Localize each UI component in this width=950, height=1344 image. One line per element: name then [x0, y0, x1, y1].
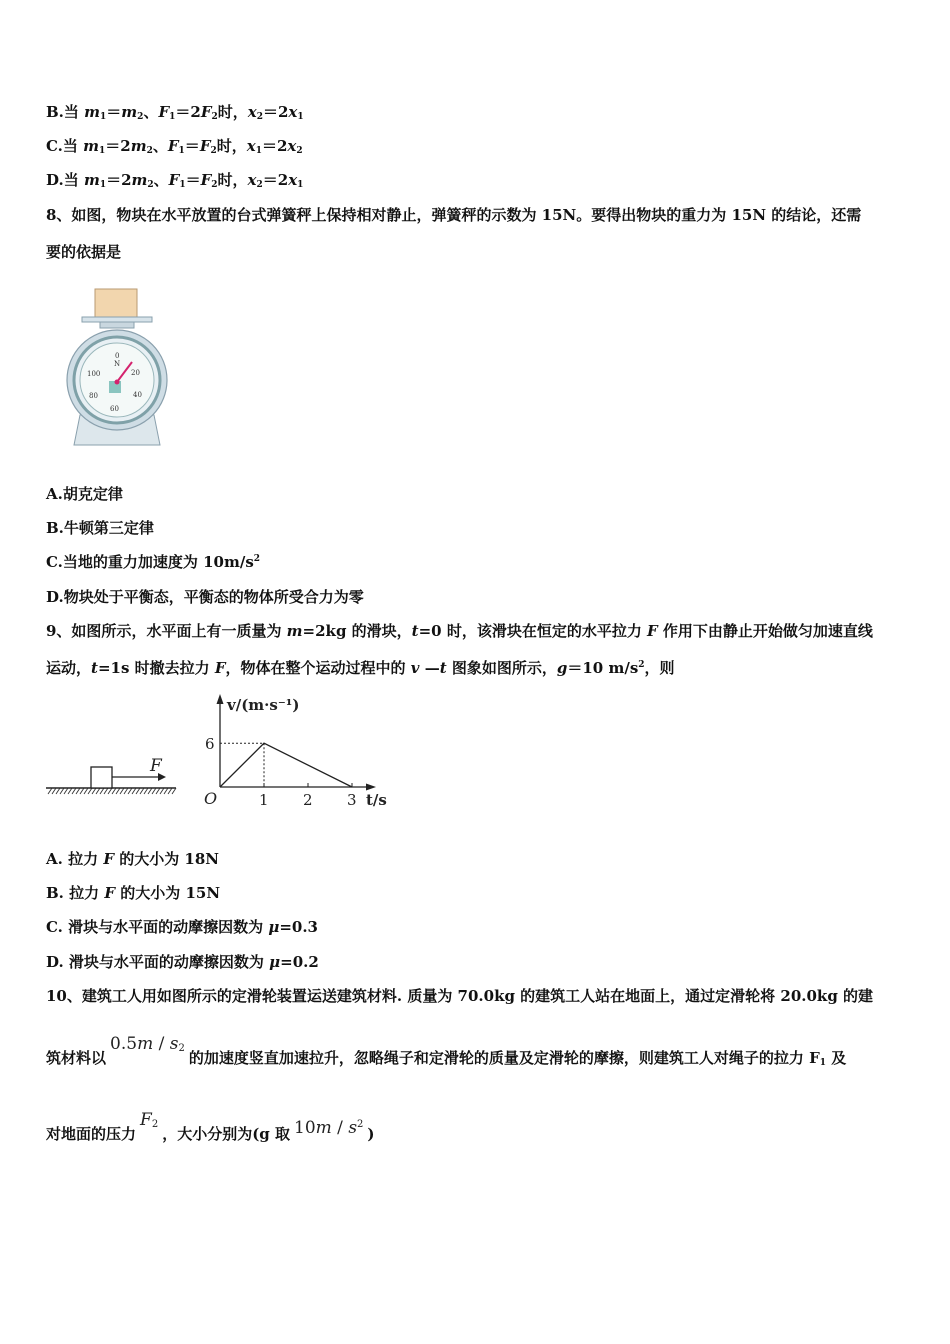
dial-tick-60: 60 [110, 405, 119, 413]
q7-option-b: B.当 $m_1=m_2$、$F_1=2F_2$时，$x_2=2x_1$ [46, 103, 304, 122]
hatch-mark [76, 788, 80, 794]
hatch-mark [108, 788, 112, 794]
q8-option-b: B.牛顿第三定律 [46, 519, 154, 537]
hatch-mark [112, 788, 116, 794]
q7-option-c: C.当 $m_1=2m_2$、$F_1=F_2$时，$x_1=2x_2$ [46, 137, 303, 156]
hatch-mark [96, 788, 100, 794]
origin-label: O [204, 789, 218, 808]
q10-stem-line1: 10、建筑工人用如图所示的定滑轮装置运送建筑材料. 质量为 70.0kg 的建筑工人站在地面上，通过定滑轮将 20.0kg 的建 [46, 987, 874, 1005]
x-tick-label: 2 [303, 791, 313, 809]
x-axis-label: t/s [366, 791, 387, 809]
q9-stem-line1: 9、如图所示，水平面上有一质量为 m=2kg 的滑块，t=0 时，该滑块在恒定的水平拉力 F 作用下由静止开始做匀加速直线 [46, 622, 873, 640]
hatch-mark [148, 788, 152, 794]
g-formula: $10m / s^2$ [294, 1118, 364, 1138]
hatch-mark [60, 788, 64, 794]
hatch-mark [128, 788, 132, 794]
q8-option-d: D.物块处于平衡态，平衡态的物体所受合力为零 [46, 588, 364, 606]
dial-tick-100: 100 [87, 370, 101, 378]
hatch-mark [52, 788, 56, 794]
y-axis-label: v/(m·s⁻¹) [227, 696, 300, 714]
dial-tick-20: 20 [131, 369, 140, 377]
q9-option-c: C. 滑块与水平面的动摩擦因数为 μ=0.3 [46, 918, 318, 936]
hatch-mark [144, 788, 148, 794]
hatch-mark [68, 788, 72, 794]
dial-tick-0: 0 [115, 352, 120, 360]
block-force-figure [44, 755, 179, 800]
x-tick-label: 3 [347, 791, 357, 809]
q9-option-d: D. 滑块与水平面的动摩擦因数为 μ=0.2 [46, 953, 319, 971]
accel-formula: $0.5m / s_2$ [110, 1034, 185, 1054]
q9-stem-line2: 运动，t=1s 时撤去拉力 F，物体在整个运动过程中的 v —t 图象如图所示，g＝10 $m/s^2$，则 [46, 659, 675, 677]
hatch-mark [104, 788, 108, 794]
hatch-mark [56, 788, 60, 794]
hatch-mark [136, 788, 140, 794]
y-tick-label: 6 [205, 735, 215, 754]
hatch-mark [168, 788, 172, 794]
vt-series-line [220, 743, 352, 787]
q10-stem-line3: 对地面的压力$F_2$，大小分别为(g 取 $10m / s^2$) [46, 1110, 375, 1143]
x-tick-label: 1 [259, 791, 269, 809]
scale-neck [100, 322, 134, 328]
hatch-mark [100, 788, 104, 794]
hatch-mark [124, 788, 128, 794]
q8-stem-line1: 8、如图，物块在水平放置的台式弹簧秤上保持相对静止，弹簧秤的示数为 15N。要得出物块的重力为 15N 的结论，还需 [46, 206, 862, 224]
dial-unit: N [114, 360, 121, 368]
q7-option-d: D.当 $m_1=2m_2$、$F_1=F_2$时，$x_2=2x_1$ [46, 171, 304, 190]
hatch-mark [48, 788, 52, 794]
hatch-mark [156, 788, 160, 794]
hatch-mark [116, 788, 120, 794]
dial-pivot [115, 380, 120, 385]
hatch-mark [164, 788, 168, 794]
q9-option-a: A. 拉力 F 的大小为 18N [46, 850, 219, 868]
q8-option-a: A.胡克定律 [46, 485, 123, 503]
dial-tick-80: 80 [89, 392, 98, 400]
ground-hatching [48, 788, 176, 794]
hatch-mark [172, 788, 176, 794]
hatch-mark [64, 788, 68, 794]
vt-chart [198, 690, 398, 815]
hatch-mark [92, 788, 96, 794]
q10-stem-line2: 筑材料以$0.5m / s_2$的加速度竖直加速拉升，忽略绳子和定滑轮的质量及定滑轮的摩擦，则建筑工人对绳子的拉力 $F_1$ 及 [46, 1034, 847, 1068]
dial-tick-40: 40 [133, 391, 142, 399]
hatch-mark [132, 788, 136, 794]
y-axis-arrowhead [217, 694, 224, 704]
hatch-mark [88, 788, 92, 794]
block [95, 289, 137, 317]
slider-block [91, 767, 112, 788]
hatch-mark [84, 788, 88, 794]
scale-tray [82, 317, 152, 322]
q8-stem-line2: 要的依据是 [46, 243, 122, 261]
hatch-mark [152, 788, 156, 794]
q9-option-b: B. 拉力 F 的大小为 15N [46, 884, 221, 902]
x-axis-arrowhead [366, 784, 376, 791]
q8-option-c: C.当地的重力加速度为 $10m/s^2$ [46, 553, 261, 571]
hatch-mark [140, 788, 144, 794]
hatch-mark [120, 788, 124, 794]
force-label: F [150, 756, 162, 776]
f2-symbol: $F_2$ [140, 1110, 159, 1130]
hatch-mark [80, 788, 84, 794]
hatch-mark [72, 788, 76, 794]
hatch-mark [160, 788, 164, 794]
spring-scale-figure [60, 285, 175, 450]
